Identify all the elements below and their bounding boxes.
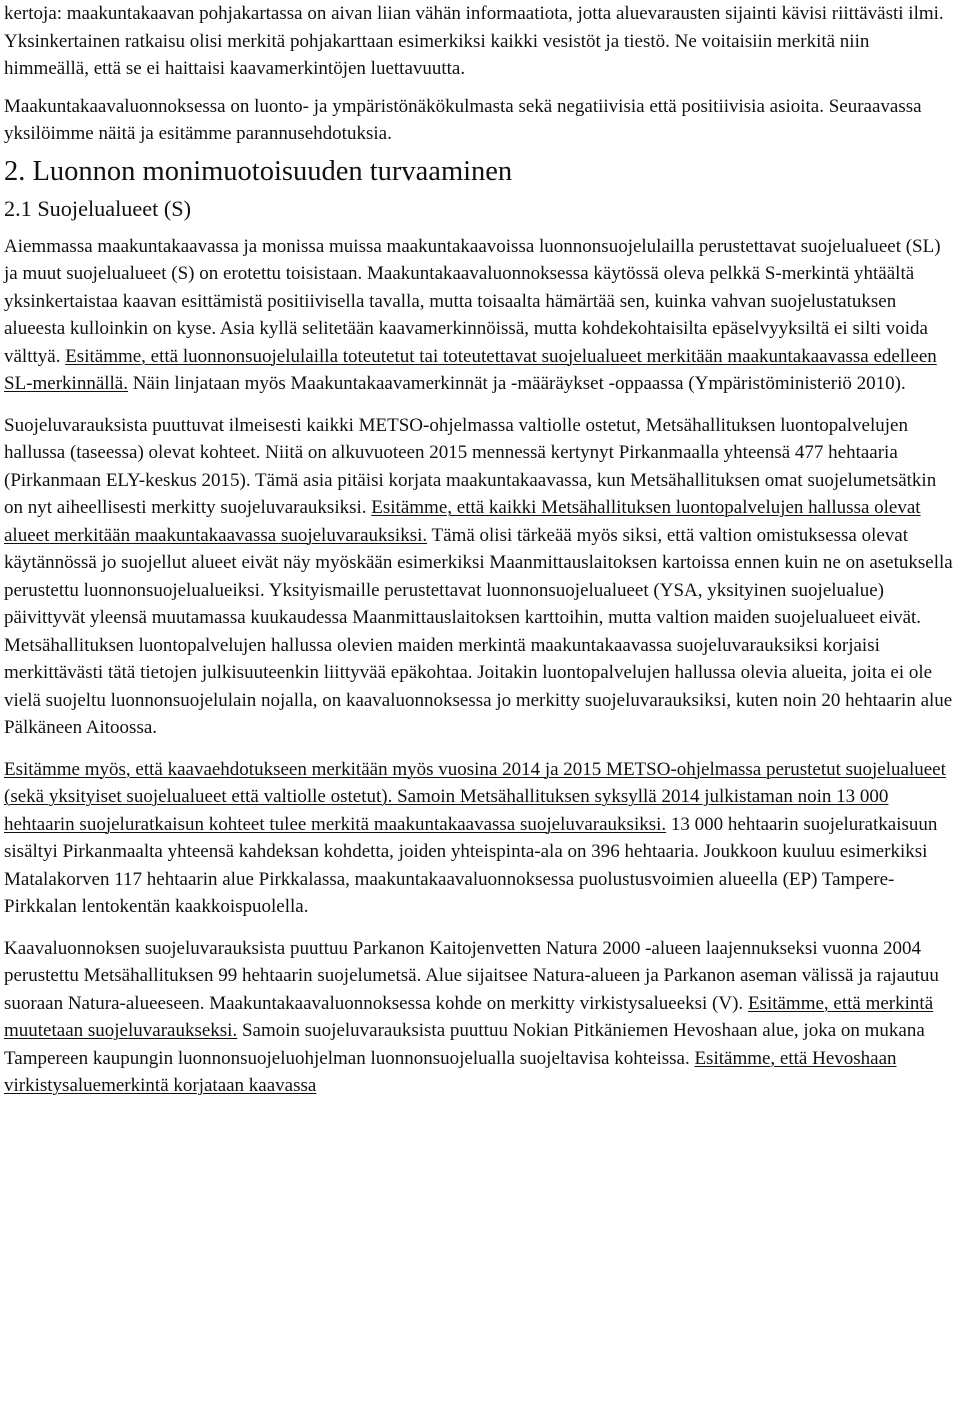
subsection-heading: 2.1 Suojelualueet (S) bbox=[4, 196, 191, 221]
paragraph-reservations bbox=[4, 412, 958, 742]
paragraph-text: 13 000 hehtaarin suojeluratkaisuun sisältyi Pirkanmaalta yhteensä kahdeksan kohdetta, joiden yhteispinta-ala on 396 hehtaaria. Joukkoon kuuluu esimerkiksi Matalakorven 117 hehtaarin alue Pirkkalassa, maakuntakaavaluonnoksessa puolustusvoimien alueella (EP) Tampere-Pirkkalan lentokentän kaakkoispuolella. bbox=[4, 813, 938, 917]
proposal-text: Esitämme, että merkintä muutetaan suojeluvaraukseksi. bbox=[4, 992, 934, 1041]
paragraph-text: Samoin suojeluvarauksista puuttuu Nokian Pitkäniemen Hevoshaan alue, joka on mukana Tampereen kaupungin luonnonsuojeluohjelman luonnonsuojelualla suojeltavisa kohteissa. bbox=[4, 1020, 925, 1069]
intro-paragraph-2: Maakuntakaavaluonnoksessa on luonto- ja ympäristönäkökulmasta sekä negatiivisia että positiivisia asioita. Seuraavassa yksilöimme näitä ja esitämme parannusehdotuksia. bbox=[4, 95, 922, 144]
document-page bbox=[4, 0, 958, 1100]
paragraph-text: Kaavaluonnoksen suojeluvarauksista puuttuu Parkanon Kaitojenvetten Natura 2000 -alueen laajennukseksi vuonna 2004 perustettu Metsähallituksen 99 hehtaarin suojelumetsä. Alue sijaitsee Natura-alueen ja Parkanon aseman välissä ja rajautuu suoraan Natura-alueeseen. Maakuntakaavaluonnoksessa kohde on merkitty virkistysalueeksi (V). bbox=[4, 937, 939, 1014]
paragraph-text: Näin linjataan myös Maakuntakaavamerkinnät ja -määräykset -oppaassa (Ympäristöministeriö 2010). bbox=[128, 373, 906, 394]
spacer bbox=[4, 223, 958, 233]
paragraph-text: Suojeluvarauksista puuttuvat ilmeisesti kaikki METSO-ohjelmassa valtiolle ostetut, Metsähallituksen luontopalvelujen hallussa (taseessa) olevat kohteet. Niitä on alkuvuoteen 2015 mennessä kertynyt Pirkanmaalla yhteensä 477 hehtaaria (Pirkanmaan ELY-keskus 2015). Tämä asia pitäisi korjata maakuntakaavassa, kun Metsähallituksen omat suojelumetsätkin on nyt aiheellisesti merkitty suojeluvarauksiksi. bbox=[4, 414, 937, 518]
paragraph-text: Aiemmassa maakuntakaavassa ja monissa muissa maakuntakaavoissa luonnonsuojelulailla perustettavat suojelualueet (SL) ja muut suojelualueet (S) on erotettu toisistaan. Maakuntakaavaluonnoksessa käytössä oleva pelkkä S-merkintä yhtäältä yksinkertaistaa kaavan esittämistä positiivisella tavalla, mutta toisaalta hämärtää sen, kuinka vahvan suojelustatuksen alueesta kulloinkin on kyse. Asia kyllä selitetään kaavamerkinnöissä, mutta kohdekohtaisilta epäselvyyksiltä ei silti voida välttyä. bbox=[4, 235, 941, 367]
paragraph-protected-areas bbox=[4, 233, 958, 398]
spacer bbox=[4, 921, 958, 931]
paragraph-text: Tämä olisi tärkeää myös siksi, että valtion omistuksessa olevat käytännössä jo suojellut alueet eivät näy myöskään esimerkiksi Maanmittauslaitoksen kartoissa ennen kuin ne on asetuksella perustettu luonnonsuojelualueiksi. Yksityismaille perustettavat luonnonsuojelualueet (YSA, yksityinen suojelualue) päivittyvät yleensä muutamassa kuukaudessa Maanmittauslaitoksen karttoihin, mutta valtion maiden suojelualueet eivät. Metsähallituksen luontopalvelujen hallussa olevien maiden merkintä maakuntakaavassa suojeluvarauksiksi korjaisi merkittävästi tätä tietojen julkisuuteenkin liittyvää epäkohtaa. Joitakin luontopalvelujen hallussa olevia alueita, joita ei ole vielä suojeltu luonnonsuojelulain nojalla, on kaavaluonnoksessa jo merkitty suojeluvarauksiksi, kuten noin 20 hehtaarin alue Pälkäneen Aitoossa. bbox=[4, 524, 953, 738]
spacer bbox=[4, 742, 958, 752]
spacer bbox=[4, 83, 958, 93]
paragraph-metso bbox=[4, 756, 958, 921]
proposal-text: Esitämme, että luonnonsuojelulailla toteutetut tai toteutettavat suojelualueet merkitään maakuntakaavassa edelleen SL-merkinnällä. bbox=[4, 345, 937, 394]
spacer bbox=[4, 398, 958, 408]
proposal-text: Esitämme, että Hevoshaan virkistysaluemerkintä korjataan kaavassa bbox=[4, 1047, 897, 1096]
proposal-text: Esitämme myös, että kaavaehdotukseen merkitään myös vuosina 2014 ja 2015 METSO-ohjelmassa perustetut suojelualueet (sekä yksityiset suojelualueet että valtiolle ostetut). Samoin Metsähallituksen syksyllä 2014 julkistaman noin 13 000 hehtaarin suojeluratkaisun kohteet tulee merkitä maakuntakaavassa suojeluvarauksiksi. bbox=[4, 758, 946, 835]
section-heading: 2. Luonnon monimuotoisuuden turvaaminen bbox=[4, 155, 513, 187]
proposal-text: Esitämme, että kaikki Metsähallituksen luontopalvelujen hallussa olevat alueet merkitään maakuntakaavassa suojeluvarauksiksi. bbox=[4, 497, 921, 546]
intro-paragraph-1: kertoja: maakuntakaavan pohjakartassa on aivan liian vähän informaatiota, jotta aluevarausten sijainti kävisi riittävästi ilmi. Yksinkertainen ratkaisu olisi merkitä pohjakarttaan esimerkiksi kaikki vesistöt ja tiestö. Ne voitaisiin merkitä niin himmeällä, että se ei haittaisi kaavamerkintöjen luettavuutta. bbox=[4, 3, 944, 79]
spacer bbox=[4, 185, 958, 195]
paragraph-parkano bbox=[4, 935, 958, 1100]
